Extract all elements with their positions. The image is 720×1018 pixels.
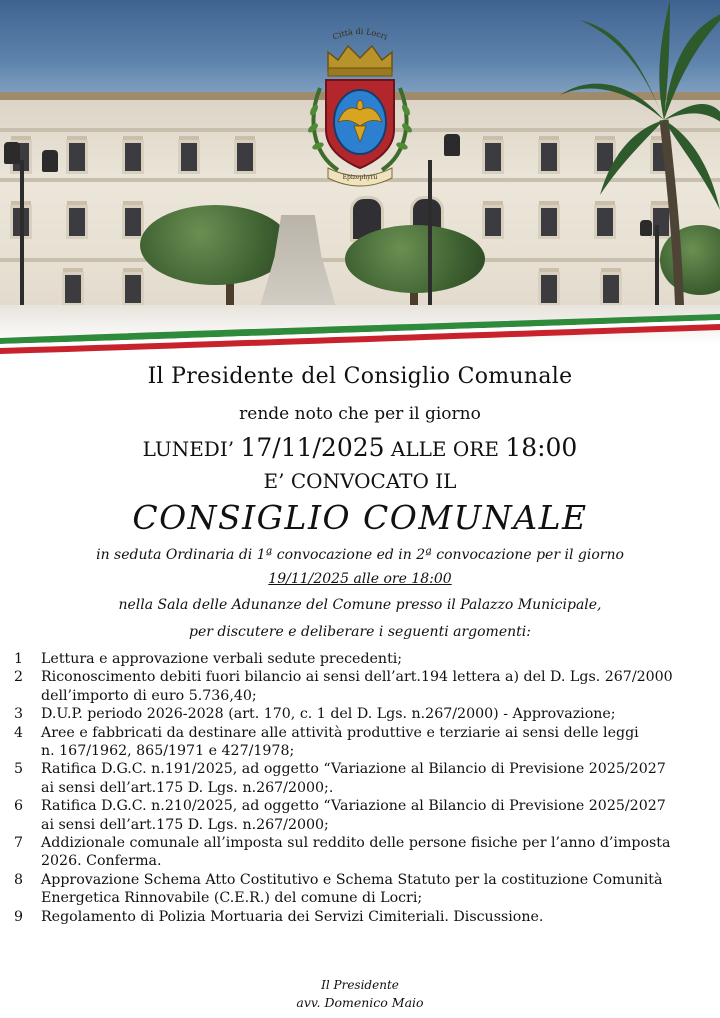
session-time-prefix: ALLE ORE xyxy=(390,437,499,461)
agenda-item-text xyxy=(41,797,714,834)
agenda-item-number: 1 xyxy=(14,651,24,667)
window xyxy=(482,205,504,239)
council-title: CONSIGLIO COMUNALE xyxy=(132,498,588,537)
tree xyxy=(345,225,485,293)
window xyxy=(66,140,88,174)
agenda-item-number: 7 xyxy=(14,835,24,852)
window xyxy=(538,272,560,306)
agenda-item-line: n. 167/1962, 865/1971 e 427/1978; xyxy=(41,743,295,760)
crest-scroll: Epizephyrii xyxy=(342,174,378,181)
agenda-item-text xyxy=(41,724,714,761)
agenda-list xyxy=(14,650,714,926)
window xyxy=(122,140,144,174)
city-crest xyxy=(298,18,422,193)
crest-motto: Città di Locri xyxy=(331,26,389,42)
window xyxy=(122,272,144,306)
agenda-item-number: 4 xyxy=(14,724,24,741)
signature-role: Il Presidente xyxy=(321,978,399,992)
agenda-item-line: D.U.P. periodo 2026-2028 (art. 170, c. 1 del D. Lgs. n.267/2000) - Approvazione; xyxy=(41,706,616,723)
window xyxy=(482,140,504,174)
agenda-item-line: Energetica Rinnovabile (C.E.R.) del comune di Locri; xyxy=(41,890,423,907)
agenda-item-text xyxy=(41,871,714,908)
second-convocation-date: 19/11/2025 alle ore 18:00 xyxy=(268,571,452,587)
agenda-item-line: Riconoscimento debiti fuori bilancio ai sensi dell’art.194 lettera a) del D. Lgs. 267/2000 xyxy=(41,669,673,686)
street-lamp xyxy=(20,160,24,320)
agenda-item xyxy=(14,760,714,797)
session-date: 17/11/2025 xyxy=(240,433,385,462)
window xyxy=(178,140,200,174)
window xyxy=(234,140,256,174)
window xyxy=(122,205,144,239)
agenda-item-line: Aree e fabbricati da destinare alle attività produttive e terziarie ai sensi delle leggi xyxy=(41,724,639,741)
window xyxy=(538,205,560,239)
agenda-item-line: ai sensi dell’art.175 D. Lgs. n.267/2000; xyxy=(41,816,329,833)
agenda-item-line: Lettura e approvazione verbali sedute precedenti; xyxy=(41,651,403,667)
agenda-item-number: 8 xyxy=(14,871,24,888)
agenda-item xyxy=(14,650,714,668)
signature-name: avv. Domenico Maio xyxy=(296,995,424,1010)
notice-intro: rende noto che per il giorno xyxy=(239,404,481,424)
agenda-item-text xyxy=(41,650,714,668)
agenda-item xyxy=(14,908,714,926)
agenda-intro: per discutere e deliberare i seguenti argomenti: xyxy=(189,624,531,640)
agenda-item-number: 9 xyxy=(14,908,24,925)
agenda-item xyxy=(14,724,714,761)
agenda-item-text xyxy=(41,705,714,723)
agenda-item xyxy=(14,668,714,705)
agenda-item-line: ai sensi dell’art.175 D. Lgs. n.267/2000;. xyxy=(41,779,334,796)
agenda-item-line: Ratifica D.G.C. n.191/2025, ad oggetto “Variazione al Bilancio di Previsione 2025/2027 xyxy=(41,761,666,778)
window xyxy=(66,205,88,239)
agenda-item-line: Ratifica D.G.C. n.210/2025, ad oggetto “Variazione al Bilancio di Previsione 2025/2027 xyxy=(41,798,666,815)
street-lamp xyxy=(428,160,432,320)
agenda-item-number: 2 xyxy=(14,669,24,686)
agenda-item-line: Approvazione Schema Atto Costitutivo e Schema Statuto per la costituzione Comunità xyxy=(41,871,663,888)
agenda-item-number: 6 xyxy=(14,798,24,815)
window xyxy=(62,272,84,306)
tricolour-ribbon xyxy=(0,312,720,356)
agenda-item-text xyxy=(41,908,714,926)
agenda-item-line: dell’importo di euro 5.736,40; xyxy=(41,687,257,704)
agenda-item-text xyxy=(41,760,714,797)
session-date-line xyxy=(0,433,720,462)
agenda-item xyxy=(14,705,714,723)
convened-line: E’ CONVOCATO IL xyxy=(263,469,457,493)
palm-tree xyxy=(560,0,720,320)
session-type: in seduta Ordinaria di 1ª convocazione ed in 2ª convocazione per il giorno xyxy=(96,547,624,563)
window xyxy=(538,140,560,174)
tree xyxy=(140,205,290,285)
town-hall-photo xyxy=(0,0,720,345)
meeting-location: nella Sala delle Adunanze del Comune presso il Palazzo Municipale, xyxy=(118,597,602,613)
agenda-item-line: Regolamento di Polizia Mortuaria dei Servizi Cimiteriali. Discussione. xyxy=(41,908,544,925)
agenda-item xyxy=(14,834,714,871)
session-time: 18:00 xyxy=(505,433,578,462)
agenda-item xyxy=(14,871,714,908)
session-day: LUNEDI’ xyxy=(142,437,235,461)
agenda-item-line: Addizionale comunale all’imposta sul reddito delle persone fisiche per l’anno d’imposta xyxy=(41,835,671,852)
agenda-item-number: 3 xyxy=(14,706,24,723)
agenda-item xyxy=(14,797,714,834)
agenda-item-text xyxy=(41,834,714,871)
agenda-item-number: 5 xyxy=(14,761,24,778)
notice-heading: Il Presidente del Consiglio Comunale xyxy=(147,364,573,389)
agenda-item-text xyxy=(41,668,714,705)
agenda-item-line: 2026. Conferma. xyxy=(41,853,162,870)
